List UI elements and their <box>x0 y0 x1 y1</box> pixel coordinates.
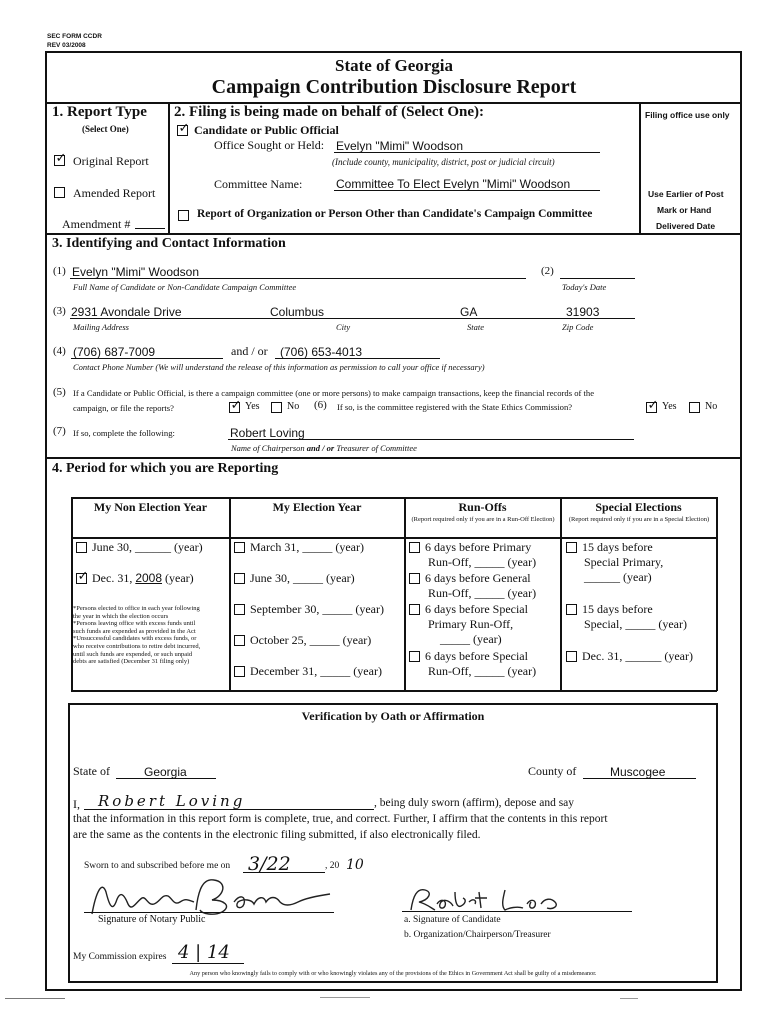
special-primary-line2: Special Primary, <box>584 555 664 569</box>
runoff-primary-checkbox[interactable] <box>409 542 420 553</box>
election-oct-label: October 25, _____ (year) <box>250 633 372 647</box>
col3-header: Run-Offs <box>458 500 507 514</box>
committee-underline <box>334 190 600 191</box>
sec2-divider <box>639 103 641 234</box>
candidate-label: Candidate or Public Official <box>194 123 339 137</box>
nonelection-june-label: June 30, ______ (year) <box>92 540 203 554</box>
office-underline <box>334 152 600 153</box>
special-primary-line1: 15 days before <box>582 540 653 554</box>
chairperson-value[interactable]: Robert Loving <box>230 426 305 440</box>
special-election-line1: 15 days before <box>582 602 653 616</box>
filing-office-note1: Use Earlier of Post <box>648 189 724 199</box>
verify-county-value[interactable]: Muscogee <box>610 765 666 779</box>
item5-number: (5) <box>53 386 66 398</box>
q5-yes-checkbox[interactable] <box>229 398 242 413</box>
form-revision: REV 03/2008 <box>47 42 86 49</box>
commission-underline <box>172 963 244 964</box>
runoff-special-checkbox[interactable] <box>409 651 420 662</box>
state-value[interactable]: GA <box>460 305 478 319</box>
todays-date-caption: Today's Date <box>562 282 607 292</box>
affiant-underline <box>84 809 374 810</box>
phone-caption: Contact Phone Number (We will understand the release of this information as permission to call your office if necessary) <box>73 362 485 372</box>
verify-top <box>68 703 718 705</box>
section4-heading: 4. Period for which you are Reporting <box>52 461 279 476</box>
q6-yes-checkbox[interactable] <box>646 398 659 413</box>
candidate-checkbox[interactable] <box>177 121 190 136</box>
frame-left <box>45 51 47 991</box>
section3-heading: 3. Identifying and Contact Information <box>52 236 286 251</box>
candidate-signature-icon <box>405 884 565 914</box>
q5-yes-label: Yes <box>245 401 260 412</box>
amendment-number-field[interactable] <box>135 228 165 229</box>
runoff-primary-line1: 6 days before Primary <box>425 540 532 554</box>
todays-date-field[interactable] <box>560 278 635 279</box>
runoff-general-line2: Run-Off, _____ (year) <box>428 586 537 600</box>
check-icon: ✓ <box>230 398 242 413</box>
frame-top <box>45 51 742 53</box>
zip-value[interactable]: 31903 <box>566 305 600 319</box>
city-caption: City <box>336 322 351 332</box>
scan-artifact <box>5 998 65 999</box>
affirm-line2: that the information in this report form is complete, true, and correct. Further, I affirm that the contents in this report <box>73 813 608 825</box>
address-caption: Mailing Address <box>73 322 129 332</box>
nonelection-dec-label: Dec. 31, 2008 (year) <box>92 571 194 585</box>
verify-county-underline <box>583 778 696 779</box>
verification-heading: Verification by Oath or Affirmation <box>301 709 485 723</box>
q5-line1: If a Candidate or Public Official, is there a campaign committee (one or more persons) to make campaign transactions, keep the financial records of the <box>73 388 595 398</box>
election-dec-label: December 31, _____ (year) <box>250 664 382 678</box>
sworn-year-prefix: , 20 <box>325 861 340 871</box>
notary-signature-label: Signature of Notary Public <box>98 914 206 925</box>
sworn-label: Sworn to and subscribed before me on <box>84 861 231 871</box>
amended-report-checkbox[interactable] <box>54 187 65 198</box>
runoff-general-checkbox[interactable] <box>409 573 420 584</box>
col4-subheader: (Report required only if you are in a Special Election) <box>568 516 710 523</box>
q7-text: If so, complete the following: <box>73 428 175 438</box>
table-col3 <box>560 497 562 691</box>
original-report-checkbox[interactable] <box>54 151 67 166</box>
verify-state-underline <box>116 778 216 779</box>
verify-right <box>716 703 718 982</box>
table-header-bottom <box>71 537 717 539</box>
office-note: (Include county, municipality, district, post or judicial circuit) <box>332 157 555 167</box>
q6-no-checkbox[interactable] <box>689 402 700 413</box>
check-icon: ✓ <box>77 569 89 584</box>
item2-number: (2) <box>541 265 554 277</box>
phone1-value[interactable]: (706) 687-7009 <box>73 345 156 359</box>
nonelection-june-checkbox[interactable] <box>76 542 87 553</box>
col4-header: Special Elections <box>595 500 682 514</box>
sworn-year-handwritten[interactable]: 10 <box>346 857 364 873</box>
nonelection-dec-checkbox[interactable] <box>76 569 89 584</box>
nonelection-dec-year[interactable]: 2008 <box>135 571 163 585</box>
sec1-divider <box>168 103 170 234</box>
address-underline <box>70 318 635 319</box>
address-value[interactable]: 2931 Avondale Drive <box>71 305 182 319</box>
check-icon: ✓ <box>178 121 190 136</box>
original-report-label: Original Report <box>73 154 149 168</box>
election-june-label: June 30, _____ (year) <box>250 571 355 585</box>
check-icon: ✓ <box>647 398 659 413</box>
special-election-checkbox[interactable] <box>566 604 577 615</box>
runoff-special-primary-checkbox[interactable] <box>409 604 420 615</box>
organization-label: Report of Organization or Person Other than Candidate's Campaign Committee <box>197 208 593 220</box>
filing-office-note3: Delivered Date <box>656 221 716 231</box>
verify-county-label: County of <box>528 764 577 778</box>
frame-right <box>740 51 742 991</box>
candidate-name-underline <box>70 278 526 279</box>
organization-checkbox[interactable] <box>178 210 189 221</box>
election-june-checkbox[interactable] <box>234 573 245 584</box>
item4-number: (4) <box>53 345 66 357</box>
item6-number: (6) <box>314 399 327 411</box>
runoff-special-primary-line3: _____ (year) <box>440 632 502 646</box>
committee-label: Committee Name: <box>214 177 303 191</box>
runoff-general-line1: 6 days before General <box>425 571 531 585</box>
special-dec-checkbox[interactable] <box>566 651 577 662</box>
and-or-label: and / or <box>231 344 268 358</box>
election-sept-label: September 30, _____ (year) <box>250 602 384 616</box>
misdemeanor-footer: Any person who knowingly fails to comply with or who knowingly violates any of the provisions of the Ethics in Government Act shall be guilty of a misdemeanor. <box>189 970 597 977</box>
affiant-label: I, <box>73 797 80 811</box>
candidate-name-caption: Full Name of Candidate or Non-Candidate Campaign Committee <box>73 282 297 292</box>
phone2-value[interactable]: (706) 653-4013 <box>280 345 363 359</box>
col2-header: My Election Year <box>272 500 362 514</box>
sec2-bottom <box>45 233 742 235</box>
item3-number: (3) <box>53 305 66 317</box>
nonelection-notes: *Persons elected to office in each year following the year in which the election occurs *Persons leaving office with excess funds until such funds are expended as provided in the Act *Unsuccessful candidates with excess funds, or who receive contributions to retire debt incurred, until such funds are expended, or such unpaid debts are satisfied (December 31 filing only) <box>73 605 201 666</box>
q6-text: If so, is the committee registered with the State Ethics Commission? <box>337 402 573 412</box>
phone1-underline <box>71 358 223 359</box>
section1-sub: (Select One) <box>82 124 129 134</box>
city-value[interactable]: Columbus <box>270 305 325 319</box>
filing-office-note2: Mark or Hand <box>657 205 712 215</box>
q6-yes-label: Yes <box>662 401 677 412</box>
col3-subheader: (Report required only if you are in a Run-Off Election) <box>411 516 555 523</box>
table-col4 <box>716 497 718 691</box>
candidate-signature-line <box>402 911 632 912</box>
candidate-name-value[interactable]: Evelyn "Mimi" Woodson <box>72 265 200 279</box>
state-caption: State <box>467 322 484 332</box>
amendment-number-label: Amendment # <box>62 217 131 231</box>
q5-no-label: No <box>287 401 300 412</box>
commission-expiry-handwritten[interactable]: 4 | 14 <box>178 942 230 963</box>
special-primary-line3: ______ (year) <box>584 570 652 584</box>
q6-no-label: No <box>705 401 718 412</box>
candidate-signature-text <box>430 893 437 894</box>
section2-heading: 2. Filing is being made on behalf of (Select One): <box>174 104 484 120</box>
sworn-date-handwritten[interactable]: 3/22 <box>248 853 291 875</box>
committee-value[interactable]: Committee To Elect Evelyn "Mimi" Woodson <box>336 177 571 191</box>
commission-label: My Commission expires <box>73 952 167 962</box>
affiant-handwritten-name[interactable]: Robert Loving <box>98 792 246 810</box>
table-col1 <box>229 497 231 691</box>
verify-state-value[interactable]: Georgia <box>144 765 187 779</box>
scan-artifact <box>320 997 370 998</box>
verify-left <box>68 703 70 982</box>
notary-signature-text <box>120 893 127 894</box>
election-march-checkbox[interactable] <box>234 542 245 553</box>
section1-heading: 1. Report Type <box>52 104 147 120</box>
chairperson-underline <box>228 439 634 440</box>
notary-signature-line <box>84 912 334 913</box>
frame-bottom <box>45 989 742 991</box>
runoff-special-line2: Run-Off, _____ (year) <box>428 664 537 678</box>
verify-bottom <box>68 981 718 983</box>
q5-no-checkbox[interactable] <box>271 402 282 413</box>
runoff-special-primary-line2: Primary Run-Off, <box>428 617 514 631</box>
affirm-line3: are the same as the contents in the electronic filing submitted, if also electronically filed. <box>73 829 481 841</box>
form-title: Campaign Contribution Disclosure Report <box>211 76 577 98</box>
col1-header: My Non Election Year <box>93 500 208 514</box>
filing-office-title: Filing office use only <box>645 110 730 120</box>
amended-report-label: Amended Report <box>73 186 156 200</box>
chairperson-caption: Name of Chairperson and / or Treasurer of Committee <box>231 443 417 453</box>
sec3-bottom <box>45 457 742 459</box>
runoff-primary-line2: Run-Off, _____ (year) <box>428 555 537 569</box>
election-march-label: March 31, _____ (year) <box>250 540 364 554</box>
item1-number: (1) <box>53 265 66 277</box>
runoff-special-line1: 6 days before Special <box>425 649 528 663</box>
verify-state-label: State of <box>73 764 110 778</box>
table-top <box>71 497 717 499</box>
runoff-special-primary-line1: 6 days before Special <box>425 602 528 616</box>
election-dec-checkbox[interactable] <box>234 666 245 677</box>
special-election-line2: Special, _____ (year) <box>584 617 687 631</box>
office-label: Office Sought or Held: <box>214 138 325 152</box>
scan-artifact <box>620 998 638 999</box>
table-bottom <box>71 690 717 692</box>
state-title: State of Georgia <box>334 56 454 75</box>
sig-option-b: b. Organization/Chairperson/Treasurer <box>404 930 551 940</box>
special-dec-label: Dec. 31, ______ (year) <box>582 649 693 663</box>
item7-number: (7) <box>53 425 66 437</box>
form-id: SEC FORM CCDR <box>47 33 102 40</box>
election-oct-checkbox[interactable] <box>234 635 245 646</box>
q5-line2: campaign, or file the reports? <box>73 403 174 413</box>
affiant-sworn-text: , being duly sworn (affirm), depose and say <box>374 797 575 809</box>
zip-caption: Zip Code <box>562 322 594 332</box>
special-primary-checkbox[interactable] <box>566 542 577 553</box>
table-col2 <box>404 497 406 691</box>
sig-option-a: a. Signature of Candidate <box>404 915 501 925</box>
phone2-underline <box>275 358 440 359</box>
office-value[interactable]: Evelyn "Mimi" Woodson <box>336 139 464 153</box>
check-icon: ✓ <box>55 151 67 166</box>
election-sept-checkbox[interactable] <box>234 604 245 615</box>
